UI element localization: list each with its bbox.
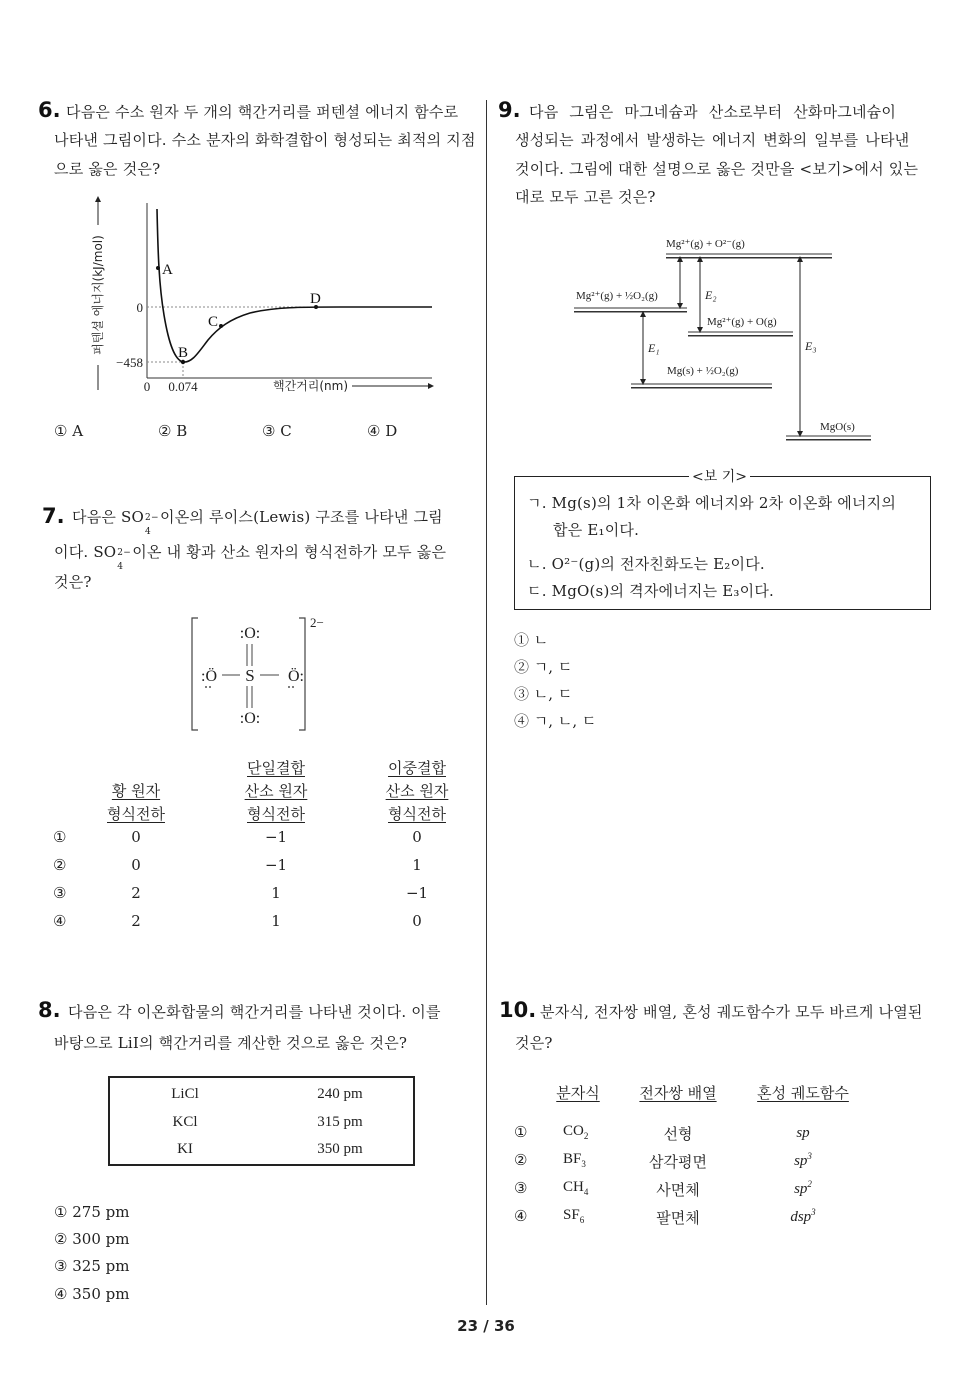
question-text: 으로 옳은 것은? [54,160,161,178]
oxygen-right: Ö: [288,668,304,685]
question-text [72,503,443,537]
bond-distance-table [108,1076,415,1166]
level-label: MgO(s) [820,421,855,433]
column-header-formula: 분자식 [556,1084,600,1102]
sulfur-center: S [245,666,255,685]
level-label: Mg²⁺(g) + ½O₂(g) [576,290,658,302]
question-number: 6. [38,98,61,122]
cell-formula [563,1123,588,1141]
bogi-title: <보 기> [689,466,750,486]
header-line: 이중결합 [388,759,446,777]
cell-sulfur: 0 [131,828,141,846]
column-header-single-bond [236,757,316,826]
cell-arrangement: 사면체 [656,1181,700,1199]
level-label: Mg²⁺(g) + O²⁻(g) [666,238,745,250]
bogi-label: ㄷ. [527,582,547,600]
distance: 350 pm [317,1141,363,1157]
e2-label: E₂ [705,288,717,302]
header-line: 형식전하 [388,805,446,823]
compound: KI [177,1141,193,1157]
cell-sulfur: 2 [131,884,141,902]
choice-text: C [280,422,292,440]
ion-charge: 2− [117,548,131,558]
hybrid-sup: 2 [807,1179,812,1189]
column-header-arrangement: 전자쌍 배열 [639,1084,717,1102]
compound: LiCl [171,1086,199,1102]
oxygen-top: :O: [239,625,261,642]
text-part: 이온 내 황과 산소 원자의 형식전하가 모두 옳은 [132,543,447,561]
text-part: 다음은 SO [72,508,145,526]
formula-subscript: 2 [583,1131,589,1141]
choice-number: ③ [54,1257,68,1275]
hybrid: dsp [790,1209,812,1225]
level-mg-half-o2 [631,365,772,389]
bogi-item-2 [527,550,765,578]
choice-text: 325 pm [72,1257,130,1275]
cell-arrangement: 삼각평면 [649,1153,707,1171]
choice-2[interactable] [158,422,187,440]
choice-number: ③ [514,685,530,703]
page-number: 23 / 36 [457,1317,515,1335]
formula: CO [563,1123,584,1139]
cell-single: 1 [271,912,281,930]
choice-number: ④ [514,1207,528,1225]
compound: KCl [172,1114,198,1130]
hybrid-sup: 3 [807,1151,812,1161]
column-header-sulfur [96,780,176,826]
choice-text: ㄱ, ㄷ [533,658,573,676]
distance: 240 pm [317,1086,363,1102]
choice-number: ① [54,1203,68,1221]
choice-4[interactable] [514,710,596,731]
choice-number: ② [514,1151,528,1169]
question-text: 바탕으로 LiI의 핵간거리를 계산한 것으로 옳은 것은? [54,1034,408,1052]
header-line: 황 원자 [111,782,161,800]
choice-4[interactable] [367,422,397,440]
bogi-box [514,469,931,610]
ion-subscript: 4 [145,527,151,537]
header-line: 산소 원자 [244,782,308,800]
column-header-hybrid: 혼성 궤도함수 [757,1084,849,1102]
point-label-a: A [162,262,173,278]
choice-number: ② [158,422,172,440]
cell-single: −1 [264,828,288,846]
lewis-structure [186,614,336,736]
bogi-text: MgO(s)의 격자에너지는 E₃이다. [551,582,774,600]
choice-text: D [385,422,398,440]
choice-text: B [176,422,188,440]
choice-number: ④ [54,1285,68,1303]
cell-double: 0 [412,912,422,930]
potential-energy-graph [80,195,440,405]
choice-number: ② [54,1230,68,1248]
cell-single: 1 [271,884,281,902]
cell-double: −1 [405,884,429,902]
point-a [156,266,160,270]
formula-subscript: 6 [579,1215,585,1225]
choice-3[interactable] [54,1257,129,1275]
level-mg2-o [688,316,793,337]
formula-subscript: 3 [581,1159,586,1169]
ion-charge: 2− [310,615,324,630]
question-text: 것은? [515,1034,553,1052]
e1-label: E₁ [648,341,660,355]
choice-number: ② [53,856,67,874]
point-label-c: C [208,314,219,330]
question-text: 분자식, 전자쌍 배열, 혼성 궤도함수가 모두 바르게 나열된 [540,1003,923,1021]
potential-curve [157,209,432,362]
level-label: Mg²⁺(g) + O(g) [707,316,777,328]
cell-hybrid [773,1179,833,1198]
question-number: 10. [499,998,537,1022]
level-label: Mg(s) + ½O₂(g) [667,365,739,377]
bogi-text: O²⁻(g)의 전자친화도는 E₂이다. [551,555,765,573]
question-text: 대로 모두 고른 것은? [515,188,656,206]
ion-charge: 2− [145,513,159,523]
bogi-text: Mg(s)의 1차 이온화 에너지와 2차 이온화 에너지의 [551,494,897,512]
choice-text: 350 pm [72,1285,130,1303]
choice-4[interactable] [54,1285,129,1303]
cell-double: 1 [412,856,422,874]
ion-subscript: 4 [117,562,124,572]
choice-1[interactable] [54,1203,129,1221]
formula: SF [563,1207,580,1223]
oxygen-bottom: :O: [239,710,261,727]
choice-1[interactable] [514,629,548,650]
bogi-label: ㄴ. [527,555,547,573]
column-header-double-bond [377,757,457,826]
y-tick-zero: 0 [136,300,143,315]
bogi-item-3 [527,577,774,605]
cell-hybrid [773,1123,833,1142]
choice-number: ③ [262,422,276,440]
choice-number: ③ [53,884,67,902]
choice-number: ③ [514,1179,528,1197]
point-label-d: D [310,291,321,307]
energy-level-diagram [565,228,885,443]
question-text: 나타낸 그림이다. 수소 분자의 화학결합이 형성되는 최적의 지점 [54,131,476,149]
text-part: 이온의 루이스(Lewis) 구조를 나타낸 그림 [160,508,443,526]
choice-2[interactable] [514,656,572,677]
cell-arrangement: 선형 [663,1125,693,1143]
column-divider [486,100,487,1305]
e3-label: E₃ [805,339,817,353]
choice-text: ㄱ, ㄴ, ㄷ [533,712,597,730]
choice-text: ㄴ [533,631,549,649]
cell-sulfur: 2 [131,912,141,930]
choice-text: 300 pm [72,1230,130,1248]
question-text: 것은? [54,573,92,591]
cell-arrangement: 팔면체 [656,1209,700,1227]
hybrid: sp [796,1125,810,1141]
choice-number: ① [514,631,530,649]
point-c [219,324,223,328]
bogi-text: 합은 E₁이다. [553,521,640,539]
level-mg2-half-o2 [574,290,687,313]
question-text: 생성되는 과정에서 발생하는 에너지 변화의 일부를 나타낸 [515,131,910,149]
x-axis-label: 핵간거리(nm) [273,379,349,393]
cell-hybrid [773,1151,833,1170]
choice-number: ① [54,422,68,440]
bogi-item-1 [527,489,896,517]
oxygen-left: :Ö [201,668,217,685]
header-line: 형식전하 [107,805,165,823]
choice-2[interactable] [54,1230,129,1248]
question-text: 다음은 각 이온화합물의 핵간거리를 나타낸 것이다. 이를 [68,1003,441,1021]
formula-subscript: 4 [583,1187,589,1197]
cell-formula [563,1179,588,1197]
hybrid: sp [794,1181,808,1197]
distance: 315 pm [317,1114,363,1130]
choice-number: ① [514,1123,528,1141]
header-line: 산소 원자 [385,782,449,800]
choice-number: ④ [367,422,381,440]
x-tick: 0.074 [168,379,198,394]
question-text: 것이다. 그림에 대한 설명으로 옳은 것만을 <보기>에서 있는 [515,160,919,178]
question-text: 다음 그림은 마그네슘과 산소로부터 산화마그네슘이 [529,103,897,121]
header-line: 단일결합 [247,759,305,777]
choice-text: A [72,422,84,440]
formula: CH [563,1179,584,1195]
question-number: 9. [498,98,521,122]
cell-double: 0 [412,828,422,846]
choice-text: ㄴ, ㄷ [533,685,573,703]
cell-single: −1 [264,856,288,874]
cell-hybrid [773,1207,833,1226]
cell-sulfur: 0 [131,856,141,874]
x-origin: 0 [143,379,151,394]
hybrid: sp [794,1153,808,1169]
choice-3[interactable] [514,683,572,704]
hybrid-sup: 3 [811,1207,816,1217]
choice-1[interactable] [54,422,83,440]
question-text: 다음은 수소 원자 두 개의 핵간거리를 퍼텐셜 에너지 함수로 [66,103,459,121]
formula: BF [563,1151,582,1167]
choice-text: 275 pm [72,1203,130,1221]
choice-3[interactable] [262,422,292,440]
question-number: 7. [42,504,65,528]
question-number: 8. [38,998,61,1022]
cell-formula [563,1207,584,1225]
y-axis-label: 퍼텐셜 에너지(kJ/mol) [91,235,105,355]
text-part: 이다. SO [54,543,117,561]
question-text [54,538,447,572]
bogi-label: ㄱ. [527,494,547,512]
level-top [666,238,832,259]
choice-number: ② [514,658,530,676]
cell-formula [563,1151,586,1169]
y-tick-min: −458 [116,355,143,370]
choice-number: ④ [53,912,67,930]
choice-number: ④ [514,712,530,730]
choice-number: ① [53,828,67,846]
level-mgo [786,421,871,441]
point-label-b: B [178,345,189,361]
header-line: 형식전하 [247,805,305,823]
